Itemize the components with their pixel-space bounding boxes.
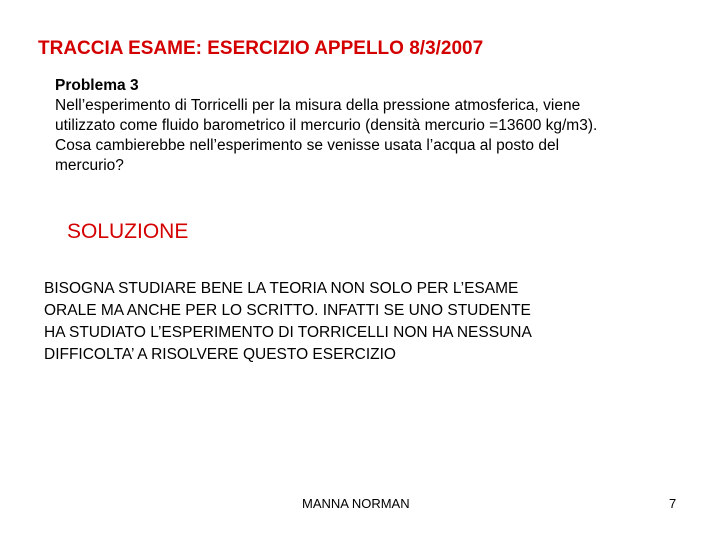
page-number: 7 — [669, 496, 677, 511]
problem-text-line: mercurio? — [55, 157, 124, 174]
solution-heading: SOLUZIONE — [67, 220, 189, 243]
problem-heading: Problema 3 — [55, 77, 139, 94]
solution-section — [44, 278, 532, 366]
solution-text-line: ORALE MA ANCHE PER LO SCRITTO. INFATTI SE UNO STUDENTE — [44, 302, 531, 319]
solution-text-line: HA STUDIATO L’ESPERIMENTO DI TORRICELLI NON HA NESSUNA — [44, 324, 532, 341]
solution-text-line: BISOGNA STUDIARE BENE LA TEORIA NON SOLO PER L’ESAME — [44, 280, 519, 297]
problem-text-line: utilizzato come fluido barometrico il mercurio (densità mercurio =13600 kg/m3). — [55, 117, 598, 134]
problem-text-line: Nell’esperimento di Torricelli per la misura della pressione atmosferica, viene — [55, 97, 581, 114]
solution-text-line: DIFFICOLTA’ A RISOLVERE QUESTO ESERCIZIO — [44, 346, 396, 363]
slide-title: TRACCIA ESAME: ESERCIZIO APPELLO 8/3/2007 — [38, 38, 484, 59]
problem-section — [55, 76, 695, 176]
footer-author: MANNA NORMAN — [302, 496, 410, 511]
problem-text-line: Cosa cambierebbe nell’esperimento se venisse usata l’acqua al posto del — [55, 137, 560, 154]
